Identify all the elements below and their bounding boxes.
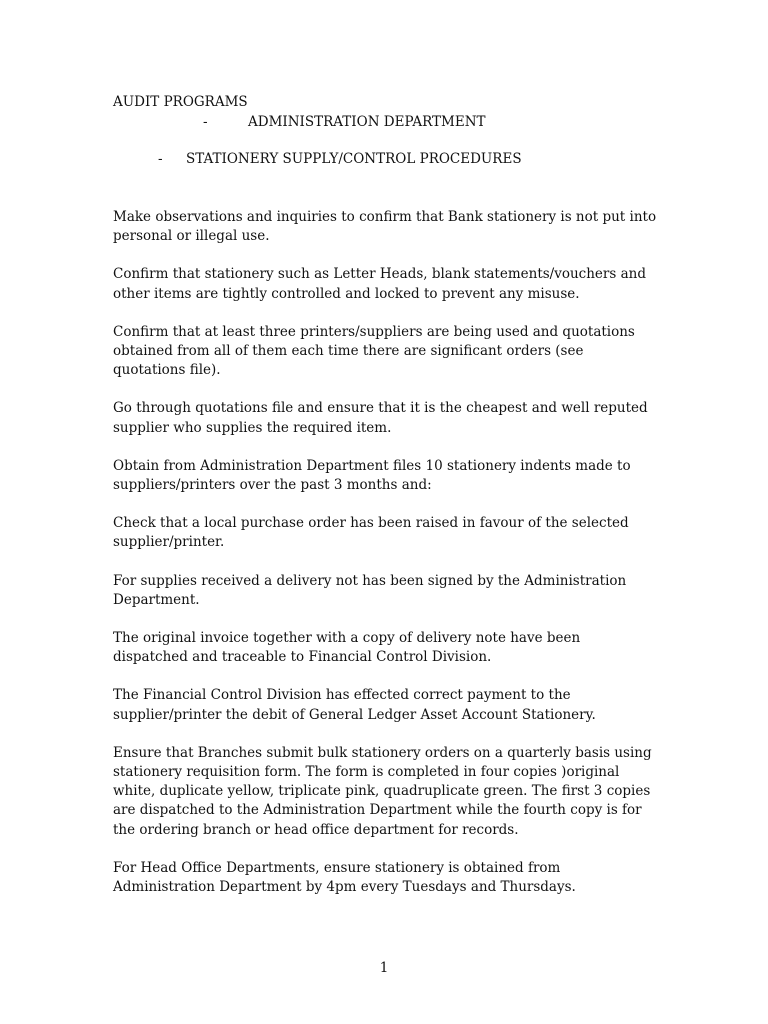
document-body xyxy=(113,208,658,916)
page-number: 1 xyxy=(379,960,389,976)
paragraph: Go through quotations file and ensure that it is the cheapest and well reputed supplier who supplies the required item. xyxy=(113,400,648,436)
paragraph: The Financial Control Division has effected correct payment to the supplier/printer the debit of General Ledger Asset Account Stationery. xyxy=(113,687,596,723)
paragraph: For supplies received a delivery not has been signed by the Administration Department. xyxy=(113,572,627,608)
paragraph: Confirm that at least three printers/suppliers are being used and quotations obtained from all of them each time there are significant orders (see quotations file). xyxy=(113,323,635,379)
paragraph: For Head Office Departments, ensure stationery is obtained from Administration Department by 4pm every Tuesdays and Thursdays. xyxy=(113,859,576,896)
department-heading: ADMINISTRATION DEPARTMENT xyxy=(248,114,486,130)
paragraph: Ensure that Branches submit bulk stationery orders on a quarterly basis using stationery requisition form. The form is completed in four copies )original white, duplicate yellow, triplicate pink, quadruplicate green. The first 3 copies are dispatched to the Administration Department while the fourth copy is for the ordering branch or head office department for records. xyxy=(113,744,652,838)
paragraph: Confirm that stationery such as Letter Heads, blank statements/vouchers and other items are tightly controlled and locked to prevent any misuse. xyxy=(113,266,646,302)
paragraph: The original invoice together with a copy of delivery note have been dispatched and traceable to Financial Control Division. xyxy=(113,630,581,666)
document-title: AUDIT PROGRAMS xyxy=(113,94,248,110)
heading-dash-2: - xyxy=(158,151,163,167)
paragraph: Obtain from Administration Department files 10 stationery indents made to suppliers/printers over the past 3 months and: xyxy=(113,457,631,494)
paragraph: Check that a local purchase order has been raised in favour of the selected supplier/printer. xyxy=(113,515,629,551)
paragraph: Make observations and inquiries to confirm that Bank stationery is not put into personal or illegal use. xyxy=(113,209,657,245)
section-heading: STATIONERY SUPPLY/CONTROL PROCEDURES xyxy=(186,151,522,167)
heading-dash-1: - xyxy=(203,114,208,130)
